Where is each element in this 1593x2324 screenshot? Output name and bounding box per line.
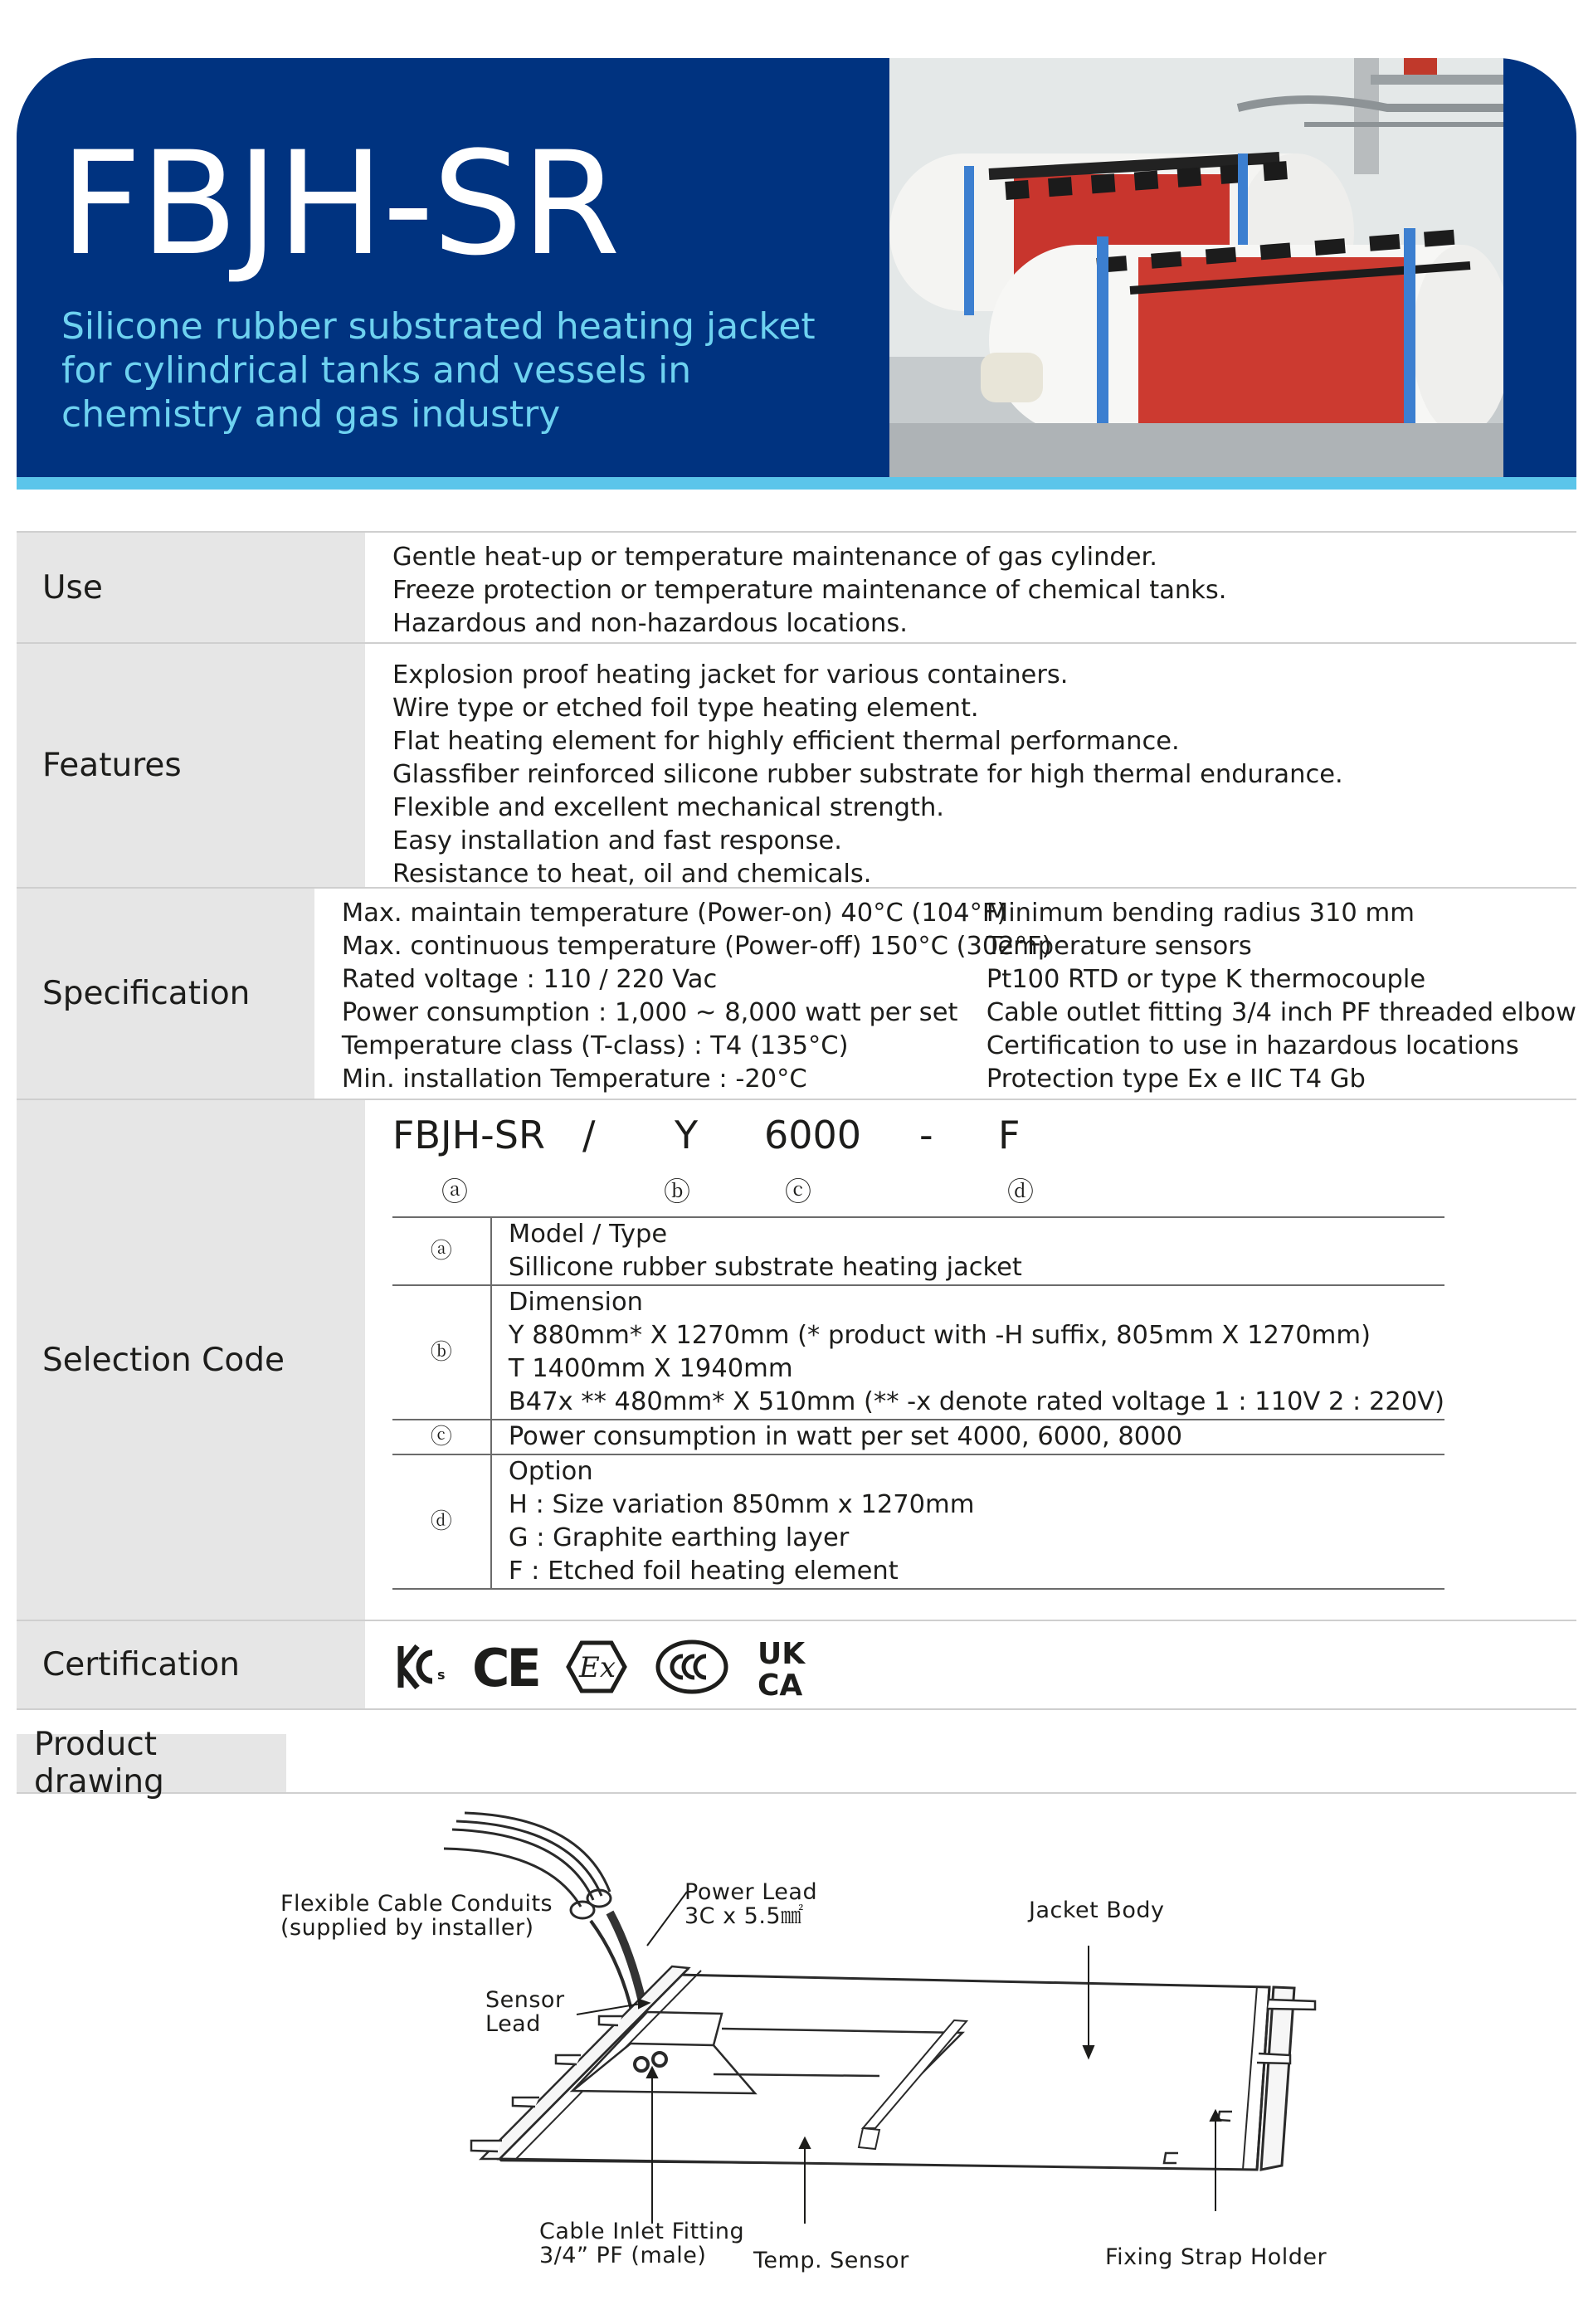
spec-line: Cable outlet fitting 3/4 inch PF threaded elbow bbox=[986, 998, 1576, 1027]
product-subtitle bbox=[61, 305, 858, 436]
header-banner bbox=[17, 58, 1576, 490]
label-jacket-body bbox=[1029, 1898, 1164, 1922]
table-row bbox=[392, 1217, 1444, 1285]
ukca-line-1: UK bbox=[758, 1636, 806, 1671]
table-row bbox=[392, 1420, 1444, 1454]
kcs-mark-icon bbox=[392, 1638, 446, 1696]
subtitle-line: Silicone rubber substrated heating jacket bbox=[61, 305, 816, 348]
spec-line: Certification to use in hazardous locations bbox=[986, 1031, 1519, 1060]
kcs-sub-text: s bbox=[437, 1666, 446, 1683]
selection-code-label: Selection Code bbox=[17, 1100, 365, 1620]
use-row bbox=[17, 533, 1576, 644]
spec-line: Max. maintain temperature (Power-on) 40°C (104°F) bbox=[341, 899, 1007, 928]
feature-line: Flexible and excellent mechanical strength. bbox=[392, 793, 944, 822]
label-cable-inlet-fitting bbox=[539, 2219, 744, 2268]
use-line: Freeze protection or temperature maintenance of chemical tanks. bbox=[392, 576, 1227, 605]
row-mark: ⓓ bbox=[392, 1454, 491, 1589]
label-line: Power Lead bbox=[684, 1879, 818, 1905]
row-line: H : Size variation 850mm x 1270mm bbox=[508, 1490, 975, 1519]
row-description bbox=[491, 1454, 1444, 1589]
use-body bbox=[365, 533, 1576, 642]
code-mark-b: ⓑ bbox=[664, 1176, 691, 1207]
spec-line: Min. installation Temperature : -20°C bbox=[341, 1065, 807, 1094]
row-line: Option bbox=[508, 1457, 593, 1486]
ex-mark-icon bbox=[565, 1638, 628, 1696]
ce-text: CE bbox=[472, 1637, 538, 1696]
label-line: 3C x 5.5㎟ bbox=[684, 1903, 804, 1929]
specification-label: Specification bbox=[17, 889, 314, 1099]
spec-line: Power consumption : 1,000 ~ 8,000 watt per set bbox=[341, 998, 958, 1027]
label-fixing-strap-holder bbox=[1105, 2245, 1327, 2269]
product-drawing-header bbox=[17, 1726, 1576, 1800]
row-line: B47x ** 480mm* X 510mm (** -x denote rated voltage 1 : 110V 2 : 220V) bbox=[508, 1387, 1444, 1416]
feature-line: Resistance to heat, oil and chemicals. bbox=[392, 860, 872, 889]
use-label: Use bbox=[17, 533, 365, 642]
subtitle-line: chemistry and gas industry bbox=[61, 393, 561, 436]
certification-icons bbox=[392, 1621, 1576, 1708]
specification-column-left bbox=[341, 897, 1052, 1099]
row-line: Sillicone rubber substrate heating jacket bbox=[508, 1253, 1022, 1282]
row-line: G : Graphite earthing layer bbox=[508, 1523, 850, 1552]
features-body bbox=[365, 644, 1576, 887]
row-mark: ⓑ bbox=[392, 1285, 491, 1420]
ce-mark-icon bbox=[472, 1638, 538, 1696]
code-part-dimension: Y bbox=[675, 1113, 699, 1157]
label-line: Lead bbox=[485, 2011, 541, 2037]
ex-text: Ex bbox=[579, 1650, 616, 1684]
label-flexible-conduits bbox=[280, 1892, 553, 1940]
specification-column-right bbox=[986, 897, 1576, 1099]
ukca-line-2: CA bbox=[758, 1668, 803, 1698]
product-title: FBJH-SR bbox=[60, 120, 619, 287]
row-line: Y 880mm* X 1270mm (* product with -H suffix, 805mm X 1270mm) bbox=[508, 1321, 1371, 1350]
spec-line: Temperature class (T-class) : T4 (135°C) bbox=[341, 1031, 849, 1060]
certification-label: Certification bbox=[17, 1621, 365, 1708]
spec-table bbox=[17, 531, 1576, 1710]
code-mark-d: ⓓ bbox=[1007, 1176, 1035, 1207]
label-line: Jacket Body bbox=[1029, 1898, 1165, 1923]
label-temp-sensor bbox=[753, 2248, 909, 2273]
code-mark-c: ⓒ bbox=[785, 1176, 812, 1207]
code-part-slash: / bbox=[582, 1113, 596, 1157]
ccc-mark-icon bbox=[655, 1638, 729, 1696]
product-photo bbox=[889, 58, 1503, 477]
product-drawing bbox=[0, 1800, 1593, 2298]
spec-line: Max. continuous temperature (Power-off) 150°C (302°F) bbox=[341, 932, 1052, 961]
ukca-mark-icon bbox=[756, 1635, 819, 1698]
features-row bbox=[17, 644, 1576, 889]
use-line: Gentle heat-up or temperature maintenance of gas cylinder. bbox=[392, 543, 1157, 572]
banner-accent-stripe bbox=[17, 477, 1576, 490]
row-description bbox=[491, 1420, 1444, 1454]
label-line: Temp. Sensor bbox=[753, 2248, 909, 2273]
selection-code-body bbox=[365, 1100, 1576, 1620]
label-line: 3/4” PF (male) bbox=[539, 2243, 707, 2268]
selection-code-table bbox=[392, 1216, 1444, 1590]
heating-jacket-drawing bbox=[0, 1800, 1593, 2298]
row-mark: ⓐ bbox=[392, 1217, 491, 1285]
certification-row bbox=[17, 1621, 1576, 1710]
row-line: F : Etched foil heating element bbox=[508, 1557, 899, 1586]
label-line: Flexible Cable Conduits bbox=[280, 1891, 553, 1917]
code-part-power: 6000 bbox=[764, 1113, 862, 1157]
row-line: Dimension bbox=[508, 1288, 643, 1317]
code-part-option: F bbox=[998, 1113, 1021, 1157]
specification-body bbox=[314, 889, 1576, 1099]
spec-line: Rated voltage : 110 / 220 Vac bbox=[341, 965, 718, 994]
gas-cylinder-photo-illustration bbox=[889, 58, 1503, 477]
certification-body bbox=[365, 1621, 1576, 1708]
selection-code-row bbox=[17, 1100, 1576, 1621]
spec-line: Temperature sensors bbox=[986, 932, 1252, 961]
use-line: Hazardous and non-hazardous locations. bbox=[392, 609, 908, 638]
subtitle-line: for cylindrical tanks and vessels in bbox=[61, 349, 692, 392]
code-part-dash: - bbox=[919, 1113, 933, 1157]
spec-line: Protection type Ex e IIC T4 Gb bbox=[986, 1065, 1366, 1094]
feature-line: Wire type or etched foil type heating element. bbox=[392, 694, 979, 723]
spec-line: Pt100 RTD or type K thermocouple bbox=[986, 965, 1426, 994]
feature-line: Glassfiber reinforced silicone rubber substrate for high thermal endurance. bbox=[392, 760, 1343, 789]
row-line: Power consumption in watt per set 4000, 6000, 8000 bbox=[508, 1422, 1183, 1451]
label-line: Cable Inlet Fitting bbox=[539, 2219, 745, 2244]
row-description bbox=[491, 1217, 1444, 1285]
code-part-model: FBJH-SR bbox=[392, 1113, 545, 1157]
feature-line: Easy installation and fast response. bbox=[392, 826, 842, 855]
features-label: Features bbox=[17, 644, 365, 887]
label-line: (supplied by installer) bbox=[280, 1915, 534, 1941]
spec-line: Minimum bending radius 310 mm bbox=[986, 899, 1415, 928]
label-sensor-lead bbox=[485, 1988, 565, 2036]
row-line: T 1400mm X 1940mm bbox=[508, 1354, 793, 1383]
feature-line: Explosion proof heating jacket for various containers. bbox=[392, 660, 1069, 689]
label-line: Sensor bbox=[485, 1987, 565, 2013]
code-mark-a: ⓐ bbox=[441, 1176, 469, 1207]
specification-row bbox=[17, 889, 1576, 1100]
row-mark: ⓒ bbox=[392, 1420, 491, 1454]
label-line: Fixing Strap Holder bbox=[1105, 2244, 1328, 2270]
row-line: Model / Type bbox=[508, 1220, 668, 1249]
product-drawing-heading: Product drawing bbox=[17, 1734, 286, 1792]
feature-line: Flat heating element for highly efficient thermal performance. bbox=[392, 727, 1180, 756]
table-row bbox=[392, 1285, 1444, 1420]
label-power-lead bbox=[684, 1880, 817, 1928]
row-description bbox=[491, 1285, 1444, 1420]
table-row bbox=[392, 1454, 1444, 1589]
